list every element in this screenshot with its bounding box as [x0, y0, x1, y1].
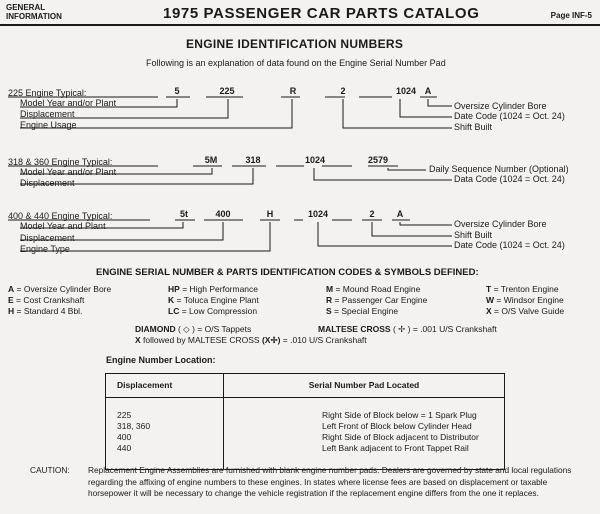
- column-header-location: Serial Number Pad Located: [224, 373, 506, 398]
- codes-title: ENGINE SERIAL NUMBER & PARTS IDENTIFICATION CODES & SYMBOLS DEFINED:: [96, 267, 479, 278]
- engine-225-label-date: Date Code (1024 = Oct. 24): [454, 111, 565, 121]
- engine-318-code-sequence: 2579: [367, 155, 389, 165]
- code-row: H = Standard 4 Bbl.: [8, 306, 83, 316]
- engine-400-code-shift: 2: [369, 209, 375, 219]
- engine-318-label-model: Model Year and/or Plant: [20, 167, 117, 177]
- engine-225-label-usage: Engine Usage: [20, 120, 77, 130]
- engine-400-heading: 400 & 440 Engine Typical:: [8, 211, 113, 221]
- code-row: T = Trenton Engine: [486, 284, 559, 294]
- code-row: W = Windsor Engine: [486, 295, 564, 305]
- x-maltese-symbol: (X✢): [261, 335, 281, 345]
- engine-318-code-date: 1024: [304, 155, 326, 165]
- engine-318-code-displacement: 318: [245, 155, 261, 165]
- engine-225-label-model: Model Year and/or Plant: [20, 98, 117, 108]
- engine-400-label-date: Date Code (1024 = Oct. 24): [454, 240, 565, 250]
- engine-400-label-displacement: Displacement: [20, 233, 75, 243]
- caution-note: [30, 465, 590, 500]
- caution-lead: CAUTION:: [30, 465, 70, 475]
- engine-400-code-date: 1024: [307, 209, 329, 219]
- engine-318-label-displacement: Displacement: [20, 178, 75, 188]
- caution-text: Replacement Engine Assemblies are furnished with blank engine number pads. Dealers are governed by state and local regulations regarding the affixing of engine numbers to these engines. In states where license fees are based on displacement or taxable horsepower it will be necessary to change the vehicle registration if the replacement engine differs from the one it replaces.: [88, 465, 572, 498]
- engine-318-code-model: 5M: [204, 155, 218, 165]
- section-label-line1: GENERAL: [6, 3, 46, 12]
- page-number: Page INF-5: [550, 11, 592, 20]
- engine-400-label-bore: Oversize Cylinder Bore: [454, 219, 547, 229]
- code-row: E = Cost Crankshaft: [8, 295, 85, 305]
- maltese-symbol: ( ✢ ): [392, 324, 411, 334]
- table-row: [105, 398, 505, 471]
- engine-400-label-type: Engine Type: [20, 244, 70, 254]
- engine-225-label-displacement: Displacement: [20, 109, 75, 119]
- engine-225-code-displacement: 225: [219, 86, 235, 96]
- engine-400-code-bore: A: [396, 209, 404, 219]
- section-label-line2: INFORMATION: [6, 12, 62, 21]
- engine-location-table: [105, 373, 505, 470]
- code-row: LC = Low Compression: [168, 306, 258, 316]
- section-title: ENGINE IDENTIFICATION NUMBERS: [186, 37, 404, 51]
- engine-318-label-sequence: Daily Sequence Number (Optional): [429, 164, 569, 174]
- x-maltese-definition: X followed by MALTESE CROSS (X✢) = .010 U/S Crankshaft: [135, 335, 367, 345]
- table-header-row: [105, 373, 505, 398]
- catalog-title: 1975 PASSENGER CAR PARTS CATALOG: [163, 5, 480, 22]
- engine-225-code-model: 5: [174, 86, 180, 96]
- code-row: M = Mound Road Engine: [326, 284, 421, 294]
- location-cell: Right Side of Block below = 1 Spark Plug Left Front of Block below Cylinder Head Right Side of Block adjacent to Distributor Left Bank adjacent to Front Tappet Rail: [322, 410, 479, 453]
- engine-318-heading: 318 & 360 Engine Typical:: [8, 157, 113, 167]
- engine-318-label-date: Data Code (1024 = Oct. 24): [454, 174, 565, 184]
- code-row: X = O/S Valve Guide: [486, 306, 565, 316]
- engine-225-label-bore: Oversize Cylinder Bore: [454, 101, 547, 111]
- engine-400-label-model: Model Year and Plant: [20, 221, 106, 231]
- code-row: A = Oversize Cylinder Bore: [8, 284, 112, 294]
- code-row: R = Passenger Car Engine: [326, 295, 428, 305]
- displacement-cell: 225 318, 360 400 440: [105, 398, 224, 471]
- engine-225-code-bore: A: [424, 86, 432, 96]
- engine-400-code-model: 5t: [179, 209, 188, 219]
- engine-400-label-shift: Shift Built: [454, 230, 493, 240]
- engine-400-code-displacement: 400: [215, 209, 231, 219]
- codes-col-4: [486, 284, 564, 317]
- engine-400-code-type: H: [266, 209, 274, 219]
- code-row: K = Toluca Engine Plant: [168, 295, 259, 305]
- engine-225-heading: 225 Engine Typical:: [8, 88, 87, 98]
- engine-225-code-usage: R: [289, 86, 297, 96]
- code-row: HP = High Performance: [168, 284, 259, 294]
- engine-225-label-shift: Shift Built: [454, 122, 493, 132]
- code-row: S = Special Engine: [326, 306, 399, 316]
- engine-225-code-shift: 2: [340, 86, 346, 96]
- codes-col-2: [168, 284, 259, 317]
- engine-location-label: Engine Number Location:: [106, 355, 216, 365]
- engine-225-code-date: 1024: [395, 86, 417, 96]
- codes-col-3: [326, 284, 427, 317]
- diamond-definition: DIAMOND ( ◇ ) = O/S Tappets: [135, 324, 252, 334]
- codes-col-1: [8, 284, 111, 317]
- maltese-definition: MALTESE CROSS ( ✢ ) = .001 U/S Crankshaft: [318, 324, 497, 334]
- column-header-displacement: Displacement: [105, 373, 224, 398]
- diamond-symbol: ( ◇ ): [177, 324, 195, 334]
- section-subtitle: Following is an explanation of data found on the Engine Serial Number Pad: [146, 58, 446, 68]
